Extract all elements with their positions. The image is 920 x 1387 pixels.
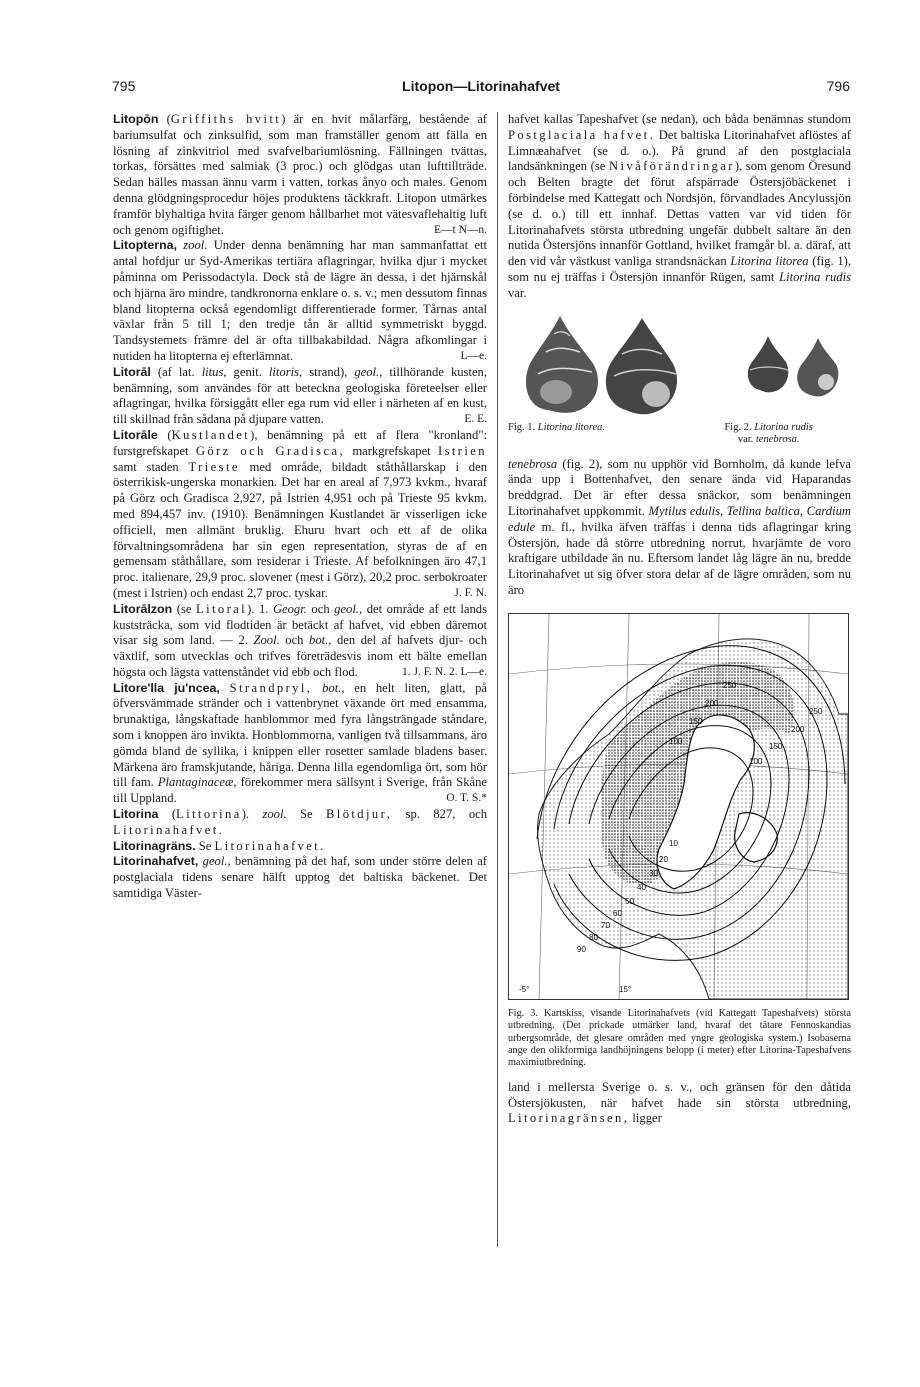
subject-label: geol., xyxy=(354,364,383,379)
paragraph-text: Det baltiska Litorinahafvet aflöstes af Limnæahafvet (se d. o.). På grund af den postglaciala landsänkningen (se xyxy=(508,127,851,174)
map-label: 30 xyxy=(649,868,658,878)
author-signature: L—e. xyxy=(460,349,487,362)
subject-label: geol., xyxy=(202,854,231,869)
entry-text: ). xyxy=(241,807,263,822)
headword: Litorāle xyxy=(113,427,158,442)
shell-litorina-rudis-front xyxy=(797,338,838,396)
entry-litorinahafvet xyxy=(113,854,487,901)
latin-term: litoris, xyxy=(268,364,303,379)
spaced-term: Littorina xyxy=(176,807,242,822)
map-label: 250 xyxy=(809,706,823,716)
entry-text: ( xyxy=(158,112,171,126)
cross-reference: Litorinahafvet. xyxy=(113,822,225,837)
entry-text: ) är en hvit målarfärg, bestående af bariumsulfat och zinksulfid, som man framställer genom att fälla en lösning af zinkvitriol med svafvelbariumlösning. Fällningen tvättas, torkas, försättes med salmiak (3 proc.) och glödgas utan lufttillträde. Sedan hälles massan ännu varm i vatten, torkas ånyo och males. Genom denna glödgningsprocedur höjes produktens täckkraft. Litopon utmärkes framför blyhaltiga hvita färger genom hållbarhet mot vätesvaflehaltig luft och genom ogiftighet. xyxy=(113,112,487,237)
author-signature: J. F. N. xyxy=(454,586,487,599)
column-divider xyxy=(497,112,498,1247)
headword: Litorina xyxy=(113,807,159,822)
figure-3-caption: Fig. 3. Kartskiss, visande Litorinahafvets (vid Kattegatt Tapeshafvets) största utbredning. (Det prickade utmärker land, hvaraf det tätare Fennoskandias urbergsområde, det glesare områden med yngre geologiska system.) Isobaserna ange den olikformiga landhöjningens belopp (i meter) efter Litorina-Tapeshafvens maximiutbredning. xyxy=(508,1007,851,1069)
spaced-term: Görz och Gradisca, xyxy=(195,443,346,458)
entry-text: Se xyxy=(286,807,326,822)
headword: Litorinagräns. xyxy=(113,838,196,853)
cross-reference: Blötdjur, xyxy=(326,807,393,822)
map-label: 50 xyxy=(625,896,634,906)
subject-label: zool. xyxy=(262,807,287,822)
entry-litorina xyxy=(113,807,487,839)
cross-reference: Litorinahafvet. xyxy=(214,838,326,853)
subject-label: Geogr. xyxy=(272,601,307,616)
spaced-term: Istrien xyxy=(438,443,487,458)
map-label: 80 xyxy=(589,932,598,942)
author-signature: E. E. xyxy=(464,413,487,426)
entry-text: benämning på det haf, som under större delen af postglaciala tidens senare hälft upptog det baltiska bäckenet. Det samtidiga Väster- xyxy=(113,854,487,901)
map-label: 250 xyxy=(723,680,737,690)
map-label: 90 xyxy=(577,944,586,954)
entry-text: och xyxy=(279,633,310,648)
shell-litorina-litorea-side xyxy=(526,316,598,413)
latin-term: tenebrosa xyxy=(508,456,558,471)
entry-text: ( xyxy=(158,807,177,822)
paragraph-text: ), som genom Öresund och Belten bragte det förut afspärrade Östersjöbäckenet i förbindelse med Kattegatt och Nordsjön, förvandlades Ancylussjön (se d. o.) till ett innhaf. Dettas vatten var vid tiden för Litorinahafvets största utbredning ungefär dubbelt saltare än den nutida Östersjöns innanför Gottland, hvilket framgår bl. a. däraf, att den vid vår västkust vanliga strandsnäckan xyxy=(508,159,851,269)
map-label: 70 xyxy=(601,920,610,930)
headword: Litopōn xyxy=(113,112,159,126)
entry-text: tillhörande kusten, benämning, som användes för att beteckna geologiska företeelser eller aflagringar, hvilka försiggått eller ega rum vid eller i närheten af en kust, till skillnad från sådana på djupare vatten. xyxy=(113,364,487,427)
entry-litopon xyxy=(113,112,487,238)
subject-label: bot., xyxy=(309,633,332,648)
paragraph xyxy=(508,1080,851,1127)
latin-term: litus, xyxy=(201,364,227,379)
headword: Litorinahafvet, xyxy=(113,854,199,869)
figure-1-caption xyxy=(508,422,673,447)
latin-term: Litorina litorea xyxy=(730,254,809,269)
entry-litoralzon xyxy=(113,602,487,681)
paragraph-text: var. xyxy=(508,285,527,300)
page-number-left: 795 xyxy=(112,78,136,94)
subject-label: geol., xyxy=(334,601,363,616)
caption-species: tenebrosa. xyxy=(755,434,800,446)
entry-litopterna xyxy=(113,238,487,364)
cross-reference: Nivåförändringar xyxy=(609,159,735,174)
map-label: 150 xyxy=(769,741,783,751)
paragraph-text: ligger xyxy=(629,1111,662,1126)
paragraph-text: hafvet kallas Tapeshafvet (se nedan), och båda benämnas stundom xyxy=(508,112,851,126)
map-label: 200 xyxy=(705,698,719,708)
map-label: 200 xyxy=(791,724,805,734)
map-label: 100 xyxy=(669,736,683,746)
entry-text: med område, bildadt ståthållarskap i den österrikisk-ungerska monarkien. Det har en areal af 7,973 kvkm., hvaraf på Görz och Gradisca 2,927, på Istrien 4,951 och på Trieste 95 kvkm. med 894,457 inv. (1910). Benämningen Kustlandet är visserligen icke officiell, men allmänt bruklig. Ehuru hvart och ett af de olika förvaltningsområdena har sin egen representation, styras de af en gemensam ståthållare, som residerar i Trieste. Af befolkningen äro 47,1 proc. italienare, 29,9 proc. slovener (mest i Görz), 20,2 proc. serbokroater (mest i Istrien) och endast 2,7 proc. tyskar. xyxy=(113,459,487,600)
entry-litorale xyxy=(113,428,487,602)
caption-species: Litorina rudis xyxy=(754,421,813,433)
headword: Litorālzon xyxy=(113,601,173,616)
shell-illustrations xyxy=(508,310,851,418)
headword: Litopterna, xyxy=(113,238,178,253)
map-label: 15° xyxy=(619,984,632,994)
page-number-right: 796 xyxy=(826,78,850,94)
entry-text: strand), xyxy=(302,364,355,379)
right-column xyxy=(508,112,851,1127)
author-signature: E—t N—n. xyxy=(433,223,487,236)
author-signature: 1. J. F. N. 2. L—e. xyxy=(401,665,487,678)
caption-label: Fig. 2. xyxy=(724,421,755,433)
page-title: Litopon—Litorinahafvet xyxy=(402,78,560,94)
map-label: 20 xyxy=(659,854,668,864)
entry-text: sp. 827, och xyxy=(392,807,487,822)
map-label: 10 xyxy=(669,838,678,848)
map-label: 60 xyxy=(613,908,622,918)
author-signature: O. T. S.* xyxy=(446,792,487,805)
entry-text: och xyxy=(306,601,335,616)
figure-captions-row xyxy=(508,422,851,447)
subject-label: Zool. xyxy=(253,633,280,648)
left-column xyxy=(113,112,487,902)
map-label: 100 xyxy=(749,756,763,766)
entry-text: genit. xyxy=(226,364,269,379)
entry-litoral xyxy=(113,365,487,428)
latin-term: Litorina rudis xyxy=(779,269,851,284)
map-label: -5° xyxy=(519,984,530,994)
map-label: 150 xyxy=(689,716,703,726)
subject-label: bot., xyxy=(322,680,345,695)
spaced-term: Postglaciala hafvet. xyxy=(508,127,656,142)
paragraph-text: (fig. 2), som nu upphör vid Bornholm, då kunde lefva ända upp i Bottenhafvet, den senare ända vid Haparandas breddgrad. Det är efter dessa snäckor, som benämningen Litorinahafvet uppkommit. xyxy=(508,456,851,518)
headword: Litore'lla ju'ncea, xyxy=(113,680,220,695)
entry-text: samt staden xyxy=(113,459,189,474)
entry-text: förekommer mera sällsynt i Sverige, från Skåne till Uppland. xyxy=(113,775,487,806)
headword: Litorāl xyxy=(113,364,151,379)
paragraph-text: m. fl., hvilka äfven träffas i denna tids aflagringar kring Östersjön, hade då större utbredning norrut, hvarjämte de voro kraftigare utbildade än nu. Eftersom landet låg lägre än nu, bredde Litorinahafvet ut sig öfver stora delar af de lägre områden, som nu äro xyxy=(508,519,851,597)
shell-figures xyxy=(508,310,851,418)
entry-text: ). 1. xyxy=(247,601,273,616)
entry-text: ), benämning på ett af flera "kronland": furstgrefskapet xyxy=(113,427,487,458)
entry-text: den del af hafvets djur- och växtlif, som utvecklas och trifves företrädesvis inom ett bälte emellan högsta och lägsta vattenståndet vid ebb och flod. xyxy=(113,633,487,679)
shell-litorina-litorea-front xyxy=(606,318,677,414)
page-header xyxy=(112,78,850,96)
figure-2-caption xyxy=(686,422,851,447)
spaced-term: Litorinagränsen, xyxy=(508,1111,630,1126)
shell-litorina-rudis-side xyxy=(748,336,788,392)
caption-species: Litorina litorea. xyxy=(537,421,606,433)
litorina-sea-map xyxy=(509,614,848,999)
entry-text: det område af ett lands kuststräcka, som vid flodtiden är betäckt af hafvet, vid ebben däremot visar sig som land. — 2. xyxy=(113,601,487,648)
spaced-term: Griffiths hvitt xyxy=(170,112,282,126)
entry-text: Under denna benämning har man sammanfattat ett antal hofdjur ur Syd-Amerikas tertiära aflagringar, hvilka djur i mycket påminna om Perissodactyla. Dock stå de lägre än dessa, i det hjärnskål och hjärna äro mindre, tandkronorna enklare o. s. v.; men dessutom finnas bland litopterna också egendomligt differentierade former. Tårnas antal växlar från 5 till 1; den tredje tån är alltid symmetriskt byggd. Tandsystemets främre del är ofta tillbakabildad. Några afkomlingar i nutiden ha litopterna ej efterlämnat. xyxy=(113,238,487,363)
caption-label: var. xyxy=(737,434,756,446)
entry-text: (af lat. xyxy=(150,364,202,379)
paragraph-text: land i mellersta Sverige o. s. v., och gränsen för den dåtida Östersjökusten, när hafvet hade sin största utbredning, xyxy=(508,1079,851,1110)
spaced-term: Trieste xyxy=(188,459,240,474)
entry-text: (se xyxy=(172,601,196,616)
spaced-term: Litoral xyxy=(195,601,248,616)
latin-term: Plantaginaceæ, xyxy=(157,775,237,790)
spaced-term: Kustlandet xyxy=(171,427,251,442)
entry-text: markgrefskapet xyxy=(345,443,439,458)
spaced-term: Strandpryl, xyxy=(229,680,313,695)
entry-text: en helt liten, glatt, på öfversvämmade stränder och i vattenbrynet växande ört med ensamma, brunaktiga, långskaftade hanblommor med fyra långsträngade ståndare, som i knoppen äro invikta. Honblommorna, vanligen två tillsammans, äro gömda bland de syllika, i knippen eller rosetter samlade bladens baser. Märkena äro framskjutande, håriga. Denna lilla egendomliga ört, som hör till fam. xyxy=(113,680,487,790)
latin-term: Mytilus edulis, Tellina baltica, Cardium edule xyxy=(508,503,851,534)
map-figure xyxy=(508,613,849,1000)
entry-text: ( xyxy=(157,427,172,442)
entry-litorinagrans xyxy=(113,839,487,855)
entry-litorella xyxy=(113,681,487,807)
subject-label: zool. xyxy=(183,238,208,253)
paragraph xyxy=(508,457,851,599)
map-label: 40 xyxy=(637,882,646,892)
paragraph-text: (fig. 1), som nu ej träffas i Östersjön innanför Rügen, samt xyxy=(508,254,851,284)
caption-label: Fig. 1. xyxy=(508,421,538,433)
entry-text: Se xyxy=(195,838,215,853)
paragraph xyxy=(508,112,851,302)
